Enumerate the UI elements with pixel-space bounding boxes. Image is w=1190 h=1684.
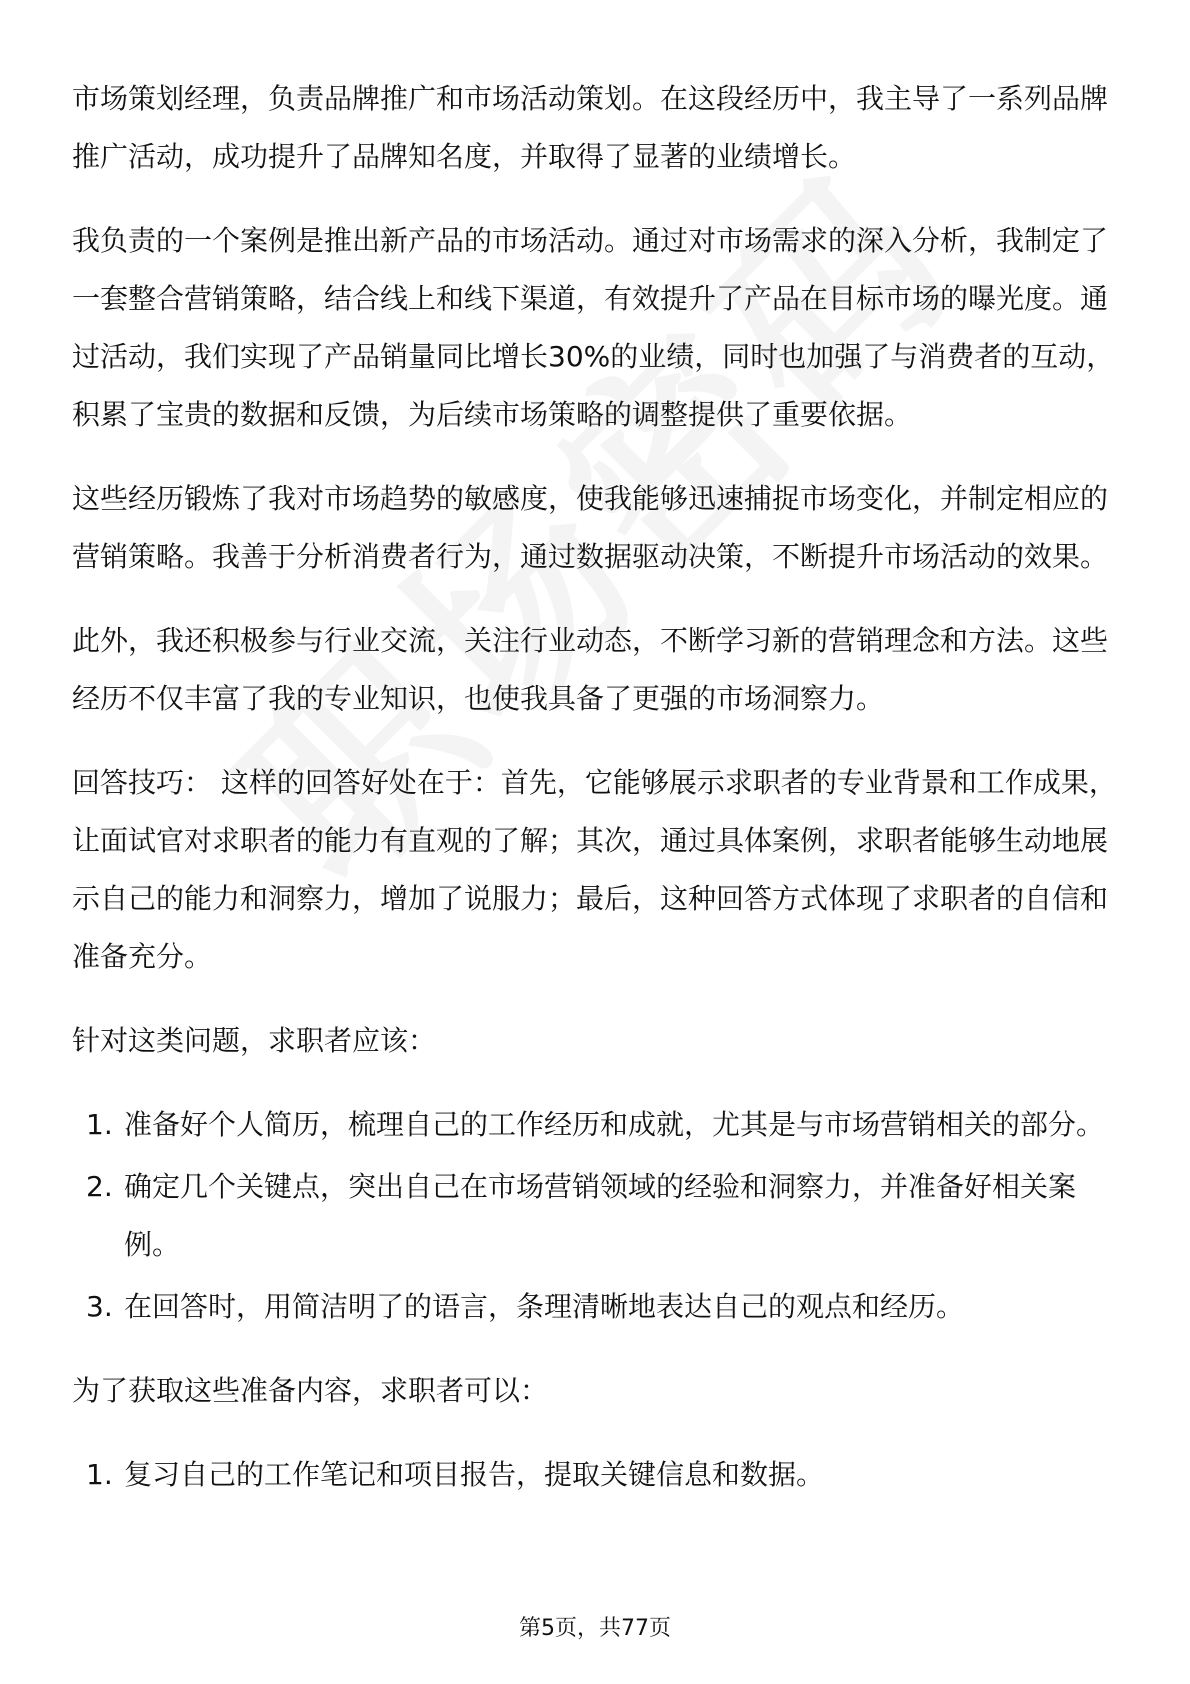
list-number: 1. <box>86 1458 113 1491</box>
list-number: 1. <box>86 1108 113 1141</box>
list-item-text: 在回答时，用简洁明了的语言，条理清晰地表达自己的观点和经历。 <box>124 1290 965 1323</box>
list-item <box>72 1446 1122 1504</box>
list-item <box>72 1278 1122 1336</box>
resource-list <box>72 1446 1122 1504</box>
list-intro: 为了获取这些准备内容，求职者可以： <box>72 1374 549 1407</box>
list-item <box>72 1158 1122 1274</box>
list-number: 3. <box>86 1290 113 1323</box>
paragraph: 我负责的一个案例是推出新产品的市场活动。通过对市场需求的深入分析，我制定了一套整合营销策略，结合线上和线下渠道，有效提升了产品在目标市场的曝光度。通过活动，我们实现了产品销量同比增长30%的业绩，同时也加强了与消费者的互动，积累了宝贵的数据和反馈，为后续市场策略的调整提供了重要依据。 <box>72 224 1115 431</box>
list-intro: 针对这类问题，求职者应该： <box>72 1024 437 1057</box>
list-item <box>72 1096 1122 1154</box>
list-item-text: 准备好个人简历，梳理自己的工作经历和成就，尤其是与市场营销相关的部分。 <box>124 1108 1105 1141</box>
page-number: 第5页，共77页 <box>519 1616 671 1641</box>
paragraph: 此外，我还积极参与行业交流，关注行业动态，不断学习新的营销理念和方法。这些经历不仅丰富了我的专业知识，也使我具备了更强的市场洞察力。 <box>72 624 1109 715</box>
list-item-text: 确定几个关键点，突出自己在市场营销领域的经验和洞察力，并准备好相关案例。 <box>124 1170 1077 1261</box>
preparation-list <box>72 1096 1122 1336</box>
list-item-text: 复习自己的工作笔记和项目报告，提取关键信息和数据。 <box>124 1458 825 1491</box>
document-body <box>72 70 1122 1530</box>
answer-tips-paragraph: 回答技巧： 这样的回答好处在于：首先，它能够展示求职者的专业背景和工作成果，让面试官对求职者的能力有直观的了解；其次，通过具体案例，求职者能够生动地展示自己的能力和洞察力，增加了说服力；最后，这种回答方式体现了求职者的自信和准备充分。 <box>72 766 1117 973</box>
list-number: 2. <box>86 1170 113 1203</box>
paragraph: 市场策划经理，负责品牌推广和市场活动策划。在这段经历中，我主导了一系列品牌推广活动，成功提升了品牌知名度，并取得了显著的业绩增长。 <box>72 82 1109 173</box>
paragraph: 这些经历锻炼了我对市场趋势的敏感度，使我能够迅速捕捉市场变化，并制定相应的营销策略。我善于分析消费者行为，通过数据驱动决策，不断提升市场活动的效果。 <box>72 482 1109 573</box>
